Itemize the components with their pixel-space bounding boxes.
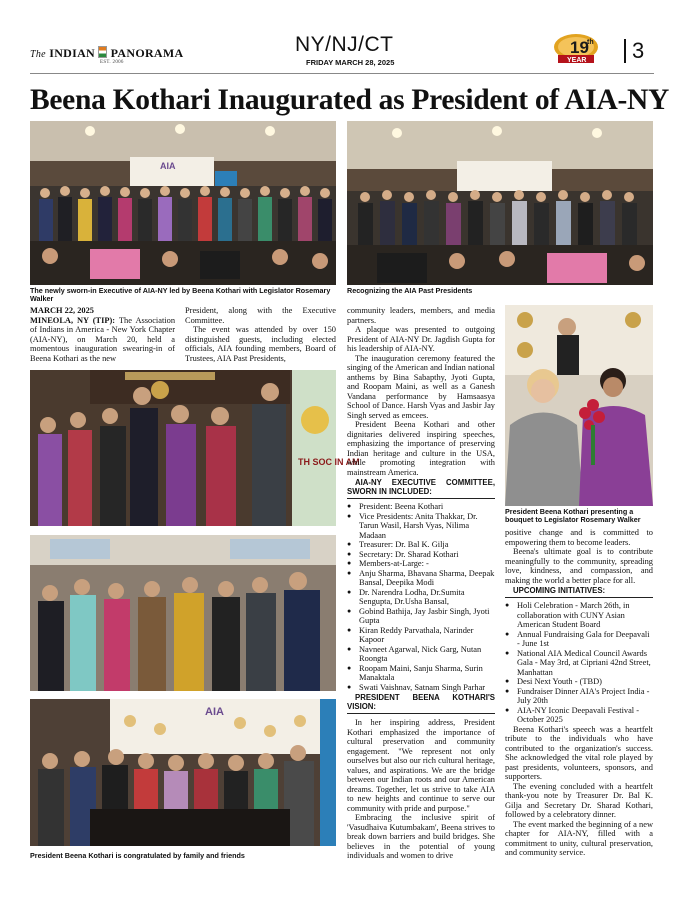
caption-bottom-left: President Beena Kothari is congratulated by family and friends xyxy=(30,851,245,860)
article-column-3: community leaders, members, and media partners. A plaque was presented to outgoing President of AIA-NY Dr. Jagdish Gupta for his leadership of AIA-NY. The inauguration ceremony featured the singing of the American and Indian national anthems by Bina Sabapthy, Jyoti Gupta, and Roopam Maini, as well as a Ganesh Vandana performance by Hamsaasya School of Dance. Harsh Vyas and Jasbir Jay Singh served as emcees. President Beena Kothari and other dignitaries delivered inspiring speeches, emphasizing the importance of preserving Indian heritage and culture in the USA, while promoting integration with mainstream America. AIA-NY EXECUTIVE COMMITTEE, SWORN IN INCLUDED: ● President: Beena Kothari ● Vice Presidents: Anita Thakkar, Dr. Tarun Wasil, Harsh Vyas, Nilima Madaan ● Treasurer: Dr. Bal K. Gilja ● Secretary: Dr. Sharad Kothari ● Members-at-Large: - ● Anju Sharma, Bhavana Sharma, Deepak Bansal, Deepika Modi ● Dr. Narendra Lodha, Dr.Sumita Sengupta, Dr.Usha Bansal, ● Gobind Bathija, Jay Jasbir Singh, Jyoti Gupta ● Kiran Reddy Parvathala, Narinder Kapoor ● Navneet Agarwal, Nick Garg, Nutan Roongta ● Roopam Maini, Sanju Sharma, Surin Manaktala ● Swati Vaishnav, Satnam Singh Parhar PRESIDENT BEENA KOTHARI'S VISION: In her inspiring address, President Kothari emphasized the importance of cultural preservation and community engagement. "We represent not only ourselves but also our rich cultural heritage, values, and aspirations. We are the bridge between our Indian roots and our American dreams. Together, let us strive to take AIA to new heights and continue to serve our community with pride and purpose." Embracing the inclusive spirit of 'Vasudhaiva Kutumbakam', Beena strives to break down barriers and build bridges. She believes in the potential of young individuals and women to drive xyxy=(347,306,495,861)
section-title: NY/NJ/CT xyxy=(295,33,394,56)
list-item: ● Navneet Agarwal, Nick Garg, Nutan Roongta xyxy=(347,645,495,664)
article-column-1: MARCH 22, 2025 MINEOLA, NY (TIP): The Association of Indians in America - New York Chapter (AIA-NY), on March 20, held a momentous inauguration swearing-in of Beena Kothari as the new xyxy=(30,306,176,363)
initiatives-heading: UPCOMING INITIATIVES: xyxy=(513,586,606,595)
svg-text:YEAR: YEAR xyxy=(567,57,587,64)
flag-icon xyxy=(98,46,107,58)
list-item: ● Roopam Maini, Sanju Sharma, Surin Manaktala xyxy=(347,664,495,683)
list-item: ● Desi Next Youth - (TBD) xyxy=(505,677,653,687)
list-item: ● Anju Sharma, Bhavana Sharma, Deepak Bansal, Deepika Modi xyxy=(347,569,495,588)
exec-committee-list xyxy=(347,502,495,692)
photo-past-presidents xyxy=(347,121,653,285)
list-item: ● President: Beena Kothari xyxy=(347,502,495,512)
svg-text:TH SOC IN AM: TH SOC IN AM xyxy=(298,457,360,467)
photo-group-dignitaries xyxy=(30,535,336,691)
photo-bouquet xyxy=(505,305,653,506)
list-item: ● Gobind Bathija, Jay Jasbir Singh, Jyoti Gupta xyxy=(347,607,495,626)
list-item: ● Fundraiser Dinner AIA's Project India - July 20th xyxy=(505,687,653,706)
list-item: ● Dr. Narendra Lodha, Dr.Sumita Sengupta, Dr.Usha Bansal, xyxy=(347,588,495,607)
svg-text:AIA: AIA xyxy=(160,161,176,171)
list-item: ● Treasurer: Dr. Bal K. Gilja xyxy=(347,540,495,550)
svg-text:19: 19 xyxy=(570,38,589,57)
page-number: 3 xyxy=(624,39,644,63)
divider xyxy=(347,713,495,714)
headline: Beena Kothari Inaugurated as President of AIA-NY xyxy=(30,84,669,116)
anniversary-badge xyxy=(550,33,602,65)
caption-right-photo: President Beena Kothari presenting a bouquet to Legislator Rosemary Walker xyxy=(505,507,641,524)
vision-heading: PRESIDENT BEENA KOTHARI'S VISION: xyxy=(347,693,495,711)
article-column-2: President, along with the Executive Committee. The event was attended by over 150 distinguished guests, including elected officials, AIA founding members, Board of Trustees, AIA Past Presidents, xyxy=(185,306,336,363)
divider xyxy=(505,597,653,598)
list-item: ● Vice Presidents: Anita Thakkar, Dr. Tarun Wasil, Harsh Vyas, Nilima Madaan xyxy=(347,512,495,541)
article-column-4: positive change and is committed to empowering them to become leaders. Beena's ultimate goal is to contribute meaningfully to the community, spreading love, kindness, and compassion, and making the world a better place for all. UPCOMING INITIATIVES: ● Holi Celebration - March 26th, in collaboration with CUNY Asian American Student Board ● Annual Fundraising Gala for Deepavali - June 1st ● National AIA Medical Council Awards Gala - May 3rd, at Cipriani 42nd Street, Manhattan ● Desi Next Youth - (TBD) ● Fundraiser Dinner AIA's Project India - July 20th ● AIA-NY Iconic Deepavali Festival - October 2025 Beena Kothari's speech was a heartfelt tribute to the individuals who have contributed to the organization's success. She acknowledged the vital role played by past presidents, volunteers, sponsors, and supporters. The evening concluded with a heartfelt thank-you note by Treasurer Dr. Bal K. Gilja and Secretary Dr. Sharad Kothari, followed by a celebratory dinner. The event marked the beginning of a new chapter for AIA-NY, filled with a commitment to unity, cultural preservation, and community service. xyxy=(505,528,653,858)
header-rule xyxy=(30,73,654,74)
exec-committee-heading: AIA-NY EXECUTIVE COMMITTEE, SWORN IN INCLUDED: xyxy=(347,478,495,496)
list-item: ● Kiran Reddy Parvathala, Narinder Kapoor xyxy=(347,626,495,645)
list-item: ● National AIA Medical Council Awards Gala - May 3rd, at Cipriani 42nd Street, Manhattan xyxy=(505,649,653,678)
list-item: ● Members-at-Large: - xyxy=(347,559,495,569)
photo-swearing-in xyxy=(30,370,360,526)
svg-text:th: th xyxy=(587,39,594,46)
list-item: ● Holi Celebration - March 26th, in collaboration with CUNY Asian American Student Board xyxy=(505,601,653,630)
list-item: ● Swati Vaishnav, Satnam Singh Parhar xyxy=(347,683,495,693)
svg-text:AIA: AIA xyxy=(205,706,224,718)
list-item: ● Annual Fundraising Gala for Deepavali - June 1st xyxy=(505,630,653,649)
issue-date: FRIDAY MARCH 28, 2025 xyxy=(306,58,395,67)
initiatives-list xyxy=(505,601,653,725)
list-item: ● AIA-NY Iconic Deepavali Festival - October 2025 xyxy=(505,706,653,725)
caption-top-left: The newly sworn-in Executive of AIA-NY led by Beena Kothari with Legislator Rosemary Walker xyxy=(30,286,331,303)
photo-family-friends xyxy=(30,699,336,846)
caption-top-right: Recognizing the AIA Past Presidents xyxy=(347,286,473,295)
newspaper-logo: The INDIAN PANORAMA EST. 2006 xyxy=(30,46,184,65)
list-item: ● Secretary: Dr. Sharad Kothari xyxy=(347,550,495,560)
divider xyxy=(347,498,495,499)
photo-executive-group xyxy=(30,121,336,285)
